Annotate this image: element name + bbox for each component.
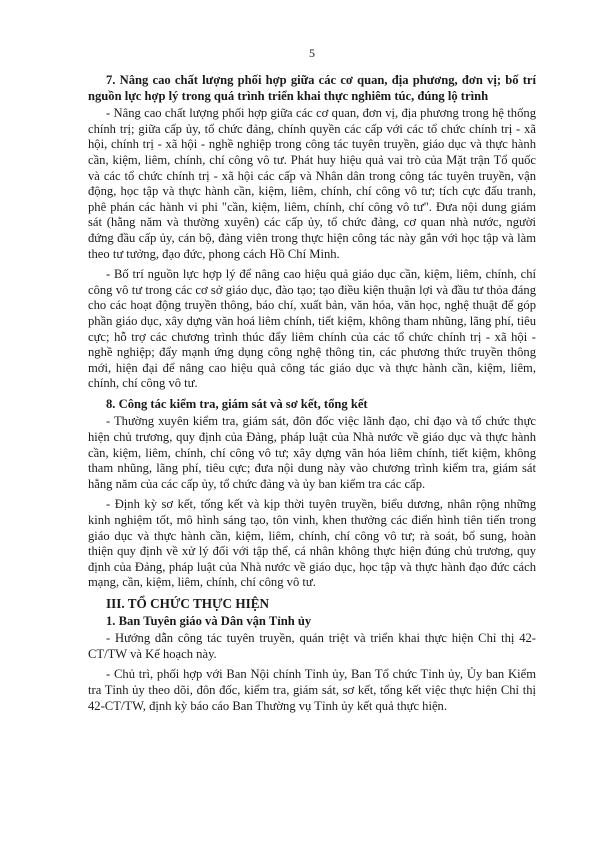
paragraph: - Bố trí nguồn lực hợp lý để nâng cao hiệu quả giáo dục cần, kiệm, liêm, chính, chí công vô tư trong các cơ sở giáo dục, đào tạo; tạo điều kiện thuận lợi và đầu tư thỏa đáng cho các hoạt động truyền thông, báo chí, xuất bản, văn hóa, văn học, nghệ thuật để góp phần giáo dục, xây dựng văn hoá liêm chính, tiết kiệm, không tham nhũng, lãng phí, tiêu cực; hỗ trợ các chương trình thúc đẩy liêm chính của các tổ chức chính trị - xã hội - nghề nghiệp; đẩy mạnh ứng dụng công nghệ thông tin, các phương thức truyền thông mới, hiện đại để nâng cao hiệu quả công tác giáo dục và thực hành cần, kiệm, liêm, chính, chí công vô tư.	[88, 267, 536, 391]
page-number: 5	[309, 46, 315, 60]
subsection-heading-1: 1. Ban Tuyên giáo và Dân vận Tỉnh ủy	[106, 613, 312, 628]
paragraph: - Định kỳ sơ kết, tổng kết và kịp thời tuyên truyền, biểu dương, nhân rộng những kinh nghiệm tốt, mô hình sáng tạo, tôn vinh, khen thưởng các điển hình tiên tiến trong giáo dục và thực hành cần, kiệm, liêm, chính, chí công vô tư; rà soát, bổ sung, hoàn thiện quy định về xử lý đối với tập thể, cá nhân không thực hiện đúng chủ trương, quy định của Đảng, pháp luật của Nhà nước về giáo dục, học tập và thực hành đạo đức cách mạng, cần, kiệm, liêm, chính, chí công vô tư.	[88, 497, 536, 590]
paragraph: - Thường xuyên kiểm tra, giám sát, đôn đốc việc lãnh đạo, chỉ đạo và tổ chức thực hiện chủ trương, quy định của Đảng, pháp luật của Nhà nước về giáo dục và thực hành cần, kiệm, liêm, chính, chí công vô tư; xây dựng văn hóa liêm chính, tiết kiệm, không tham nhũng, lãng phí, tiêu cực; đưa nội dung này vào chương trình kiểm tra, giám sát hằng năm của các cấp ủy, tổ chức đảng và ủy ban kiểm tra các cấp.	[88, 414, 536, 491]
part-heading-iii: III. TỔ CHỨC THỰC HIỆN	[106, 596, 270, 611]
paragraph: - Chủ trì, phối hợp với Ban Nội chính Tỉnh ủy, Ban Tổ chức Tỉnh ủy, Ủy ban Kiểm tra Tỉnh ủy theo dõi, đôn đốc, kiểm tra, giám sát, sơ kết, tổng kết việc thực hiện Chỉ thị 42-CT/TW, định kỳ báo cáo Ban Thường vụ Tỉnh ủy kết quả thực hiện.	[88, 667, 536, 713]
section-heading-8: 8. Công tác kiểm tra, giám sát và sơ kết, tổng kết	[106, 396, 368, 411]
paragraph: - Nâng cao chất lượng phối hợp giữa các cơ quan, đơn vị, địa phương trong hệ thống chính trị; giữa cấp ủy, tổ chức đảng, chính quyền các cấp với các tổ chức chính trị - xã hội, chính trị - xã hội - nghề nghiệp trong công tác tuyên truyền, giáo dục và thực hành cần, kiệm, liêm, chính, chí công vô tư. Phát huy hiệu quả vai trò của Mặt trận Tổ quốc và các tổ chức chính trị - xã hội các cấp và Nhân dân trong công tác tuyên truyền, vận động, học tập và thực hành cần, kiệm, liêm, chính, chí công vô tư; tích cực đấu tranh, phê phán các hành vi phi "cần, kiệm, liêm, chính, chí công vô tư". Đưa nội dung giám sát (hằng năm và thường xuyên) các cấp ủy, tổ chức đảng, cơ quan nhà nước, người đứng đầu cấp ủy, cán bộ, đảng viên trong thực hiện công tác này gắn với học tập và làm theo tư tưởng, đạo đức, phong cách Hồ Chí Minh.	[88, 106, 536, 261]
paragraph: - Hướng dẫn công tác tuyên truyền, quán triệt và triển khai thực hiện Chỉ thị 42-CT/TW và Kế hoạch này.	[88, 631, 536, 661]
section-heading-7: 7. Nâng cao chất lượng phối hợp giữa các cơ quan, địa phương, đơn vị; bố trí nguồn lực hợp lý trong quá trình triển khai thực nghiêm túc, đúng lộ trình	[88, 73, 536, 103]
